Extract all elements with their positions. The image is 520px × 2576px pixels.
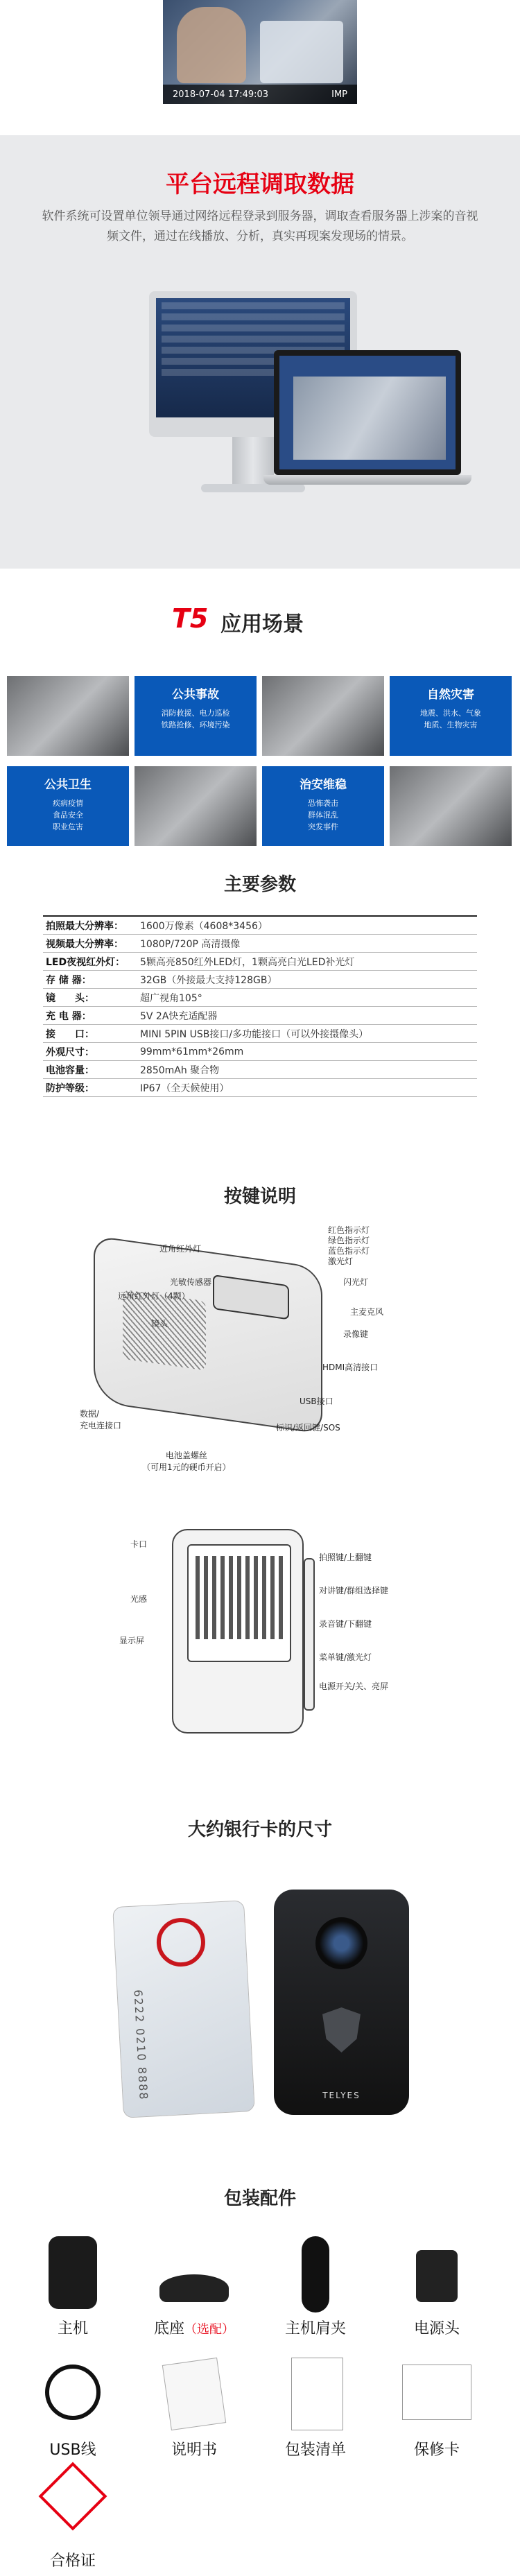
param-value: 5颗高亮850红外LED灯，1颗高亮白光LED补光灯 [140, 956, 355, 968]
power-adapter-icon [416, 2250, 458, 2302]
scenario-card-title: 公共卫生 [44, 778, 92, 792]
scenario-card-title: 自然灾害 [427, 688, 474, 702]
param-value: 5V 2A快充适配器 [140, 1010, 218, 1022]
speaker-grill [123, 1290, 206, 1371]
lens-module [213, 1274, 289, 1320]
bank-logo [155, 1917, 207, 1968]
label-battery-screw: 电池盖螺丝 （可用1元的硬币开启） [142, 1451, 231, 1472]
params-row [43, 989, 477, 1007]
label-display: 显示屏 [119, 1636, 145, 1645]
usb-cable-icon [45, 2365, 101, 2420]
scenario-card-title: 公共事故 [172, 688, 219, 702]
label-blue-led: 蓝色指示灯 [328, 1246, 370, 1256]
body-camera-product [274, 1890, 409, 2115]
body-camera-icon [49, 2236, 97, 2309]
label-photo-key: 拍照键/上翻键 [319, 1553, 372, 1562]
scenario-card-security [262, 766, 384, 846]
param-value: 1080P/720P 高清摄像 [140, 938, 241, 950]
monitor-base [201, 484, 305, 492]
accessory-item [257, 2236, 374, 2338]
label-card-slot: 卡口 [130, 1539, 148, 1549]
scenario-grid [7, 676, 513, 853]
accessory-item [257, 2358, 374, 2460]
accessory-name: 底座 [153, 2320, 184, 2337]
accessory-item [378, 2358, 496, 2460]
param-key: 视频最大分辨率： [46, 938, 123, 950]
params-row [43, 1043, 477, 1061]
accessory-name: 主机肩夹 [284, 2320, 346, 2337]
params-row [43, 971, 477, 989]
scenario-card-sub: 地震、洪水、气象 地质、生物灾害 [420, 709, 481, 729]
accessory-item [135, 2358, 253, 2460]
label-data-port: 数据/ 充电连接口 [80, 1409, 122, 1430]
packing-list-icon [291, 2358, 343, 2430]
dock-icon [159, 2274, 229, 2302]
accessory-name: 说明书 [171, 2441, 217, 2459]
label-talk-key: 对讲键/群组选择键 [319, 1586, 389, 1596]
label-usb: USB接口 [300, 1397, 333, 1406]
back-display [187, 1544, 291, 1662]
side-buttons [304, 1558, 315, 1711]
accessories-title: 包装配件 [223, 2188, 296, 2209]
label-ir-near: 近角红外灯 [159, 1244, 202, 1254]
scenario-card-title: 治安维稳 [300, 778, 347, 792]
param-key: LED夜视红外灯： [46, 956, 125, 968]
scene-document [260, 21, 343, 83]
scenario-card-public-health [7, 766, 129, 846]
param-key: 充 电 器： [46, 1010, 92, 1022]
param-value: 32GB（外接最大支持128GB） [140, 974, 277, 986]
params-row [43, 1007, 477, 1025]
accessory-name: 电源头 [413, 2320, 460, 2337]
shield-logo-icon [322, 2007, 361, 2052]
certificate-icon [39, 2462, 107, 2531]
accessory-name: 主机 [57, 2320, 88, 2337]
laptop-photo [293, 377, 446, 460]
param-key: 外观尺寸： [46, 1046, 94, 1058]
params-table [43, 915, 477, 1097]
param-key: 接 口： [46, 1028, 94, 1040]
label-flash: 闪光灯 [343, 1277, 369, 1287]
params-row [43, 935, 477, 953]
label-record: 录像键 [343, 1329, 369, 1339]
accessory-item [14, 2358, 132, 2460]
scenario-card-public-accident [135, 676, 257, 756]
param-key: 拍照最大分辨率： [46, 920, 123, 932]
scenario-card-sub: 疾病疫情 食品安全 职业危害 [53, 799, 83, 831]
accessory-name: USB线 [49, 2441, 96, 2459]
accessory-name: 包装清单 [284, 2441, 346, 2459]
label-sensor: 光感 [130, 1594, 148, 1604]
params-row [43, 1079, 477, 1097]
scenario-card-sub: 恐怖袭击 群体混乱 突发事件 [308, 799, 338, 831]
param-value: 超广视角105° [140, 992, 202, 1004]
video-section [0, 0, 520, 135]
param-key: 镜 头： [46, 992, 94, 1004]
accessory-item [14, 2469, 132, 2570]
shoulder-clip-icon [302, 2236, 329, 2313]
warranty-card-icon [402, 2365, 471, 2420]
accessory-item [14, 2236, 132, 2338]
buttons-title: 按键说明 [223, 1186, 296, 1207]
params-row [43, 953, 477, 971]
params-title: 主要参数 [223, 874, 296, 895]
param-value: 99mm*61mm*26mm [140, 1046, 244, 1057]
remote-title: 平台远程调取数据 [166, 171, 354, 198]
params-row [43, 1025, 477, 1043]
camera-lens [315, 1917, 367, 1969]
label-menu-key: 菜单键/激光灯 [319, 1652, 372, 1662]
label-green-led: 绿色指示灯 [328, 1236, 370, 1245]
params-row [43, 917, 477, 935]
label-lens: 镜头 [151, 1319, 168, 1329]
label-hdmi: HDMI高清接口 [322, 1363, 379, 1372]
bank-card [112, 1900, 255, 2118]
scenario-card-natural-disaster [390, 676, 512, 756]
video-label: IMP [331, 89, 347, 100]
video-timestamp: 2018-07-04 17:49:03 [173, 89, 269, 100]
card-size-title: 大约银行卡的尺寸 [187, 1819, 332, 1840]
label-light-sensor: 光敏传感器 [170, 1277, 212, 1287]
param-key: 电池容量： [46, 1064, 94, 1076]
label-mark-sos: 标识/返回键/SOS [276, 1423, 340, 1433]
param-value: 2850mAh 聚合物 [140, 1064, 220, 1076]
brand-label: TELYES [322, 2091, 361, 2100]
label-mic: 主麦克风 [350, 1307, 384, 1317]
accessory-name: 合格证 [49, 2552, 96, 2570]
manual-icon [162, 2358, 226, 2430]
camera-front-diagram [94, 1236, 322, 1434]
scenario-photo [135, 766, 257, 846]
scenarios-title: 应用场景 [220, 612, 304, 637]
label-audio-key: 录音键/下翻键 [319, 1619, 372, 1629]
label-power-key: 电源开关/关、亮屏 [319, 1682, 389, 1691]
scenario-photo [262, 676, 384, 756]
label-ir-far: 远角红外灯（4颗） [118, 1291, 190, 1301]
bank-card-number: 6222 0210 8888 [131, 1989, 150, 2102]
display-pattern [196, 1556, 286, 1639]
video-overlay-bar [163, 85, 357, 104]
accessory-name: 保修卡 [413, 2441, 460, 2459]
camera-back-diagram [172, 1529, 304, 1734]
laptop-screen [274, 350, 461, 475]
scenario-photo [7, 676, 129, 756]
param-key: 防护等级： [46, 1082, 94, 1094]
laptop-base [263, 475, 471, 485]
remote-description: 软件系统可设置单位领导通过网络远程登录到服务器，调取查看服务器上涉案的音视频文件，通过在线播放、分析，真实再现案发现场的情景。 [42, 209, 478, 243]
param-value: MINI 5PIN USB接口/多功能接口（可以外接摄像头） [140, 1028, 369, 1040]
accessory-note: （选配） [184, 2322, 234, 2337]
param-value: IP67（全天候使用） [140, 1082, 229, 1094]
t5-logo: T5 [172, 603, 209, 634]
scene-figure [177, 7, 246, 83]
accessory-item [378, 2236, 496, 2338]
scenario-photo [390, 766, 512, 846]
param-value: 1600万像素（4608*3456） [140, 920, 268, 932]
label-red-led: 红色指示灯 [328, 1225, 370, 1235]
scenario-card-sub: 消防救援、电力巡检 铁路抢修、环境污染 [161, 709, 230, 729]
params-row [43, 1061, 477, 1079]
param-key: 存 储 器： [46, 974, 92, 986]
label-laser: 激光灯 [328, 1256, 354, 1266]
accessory-item [135, 2236, 253, 2338]
